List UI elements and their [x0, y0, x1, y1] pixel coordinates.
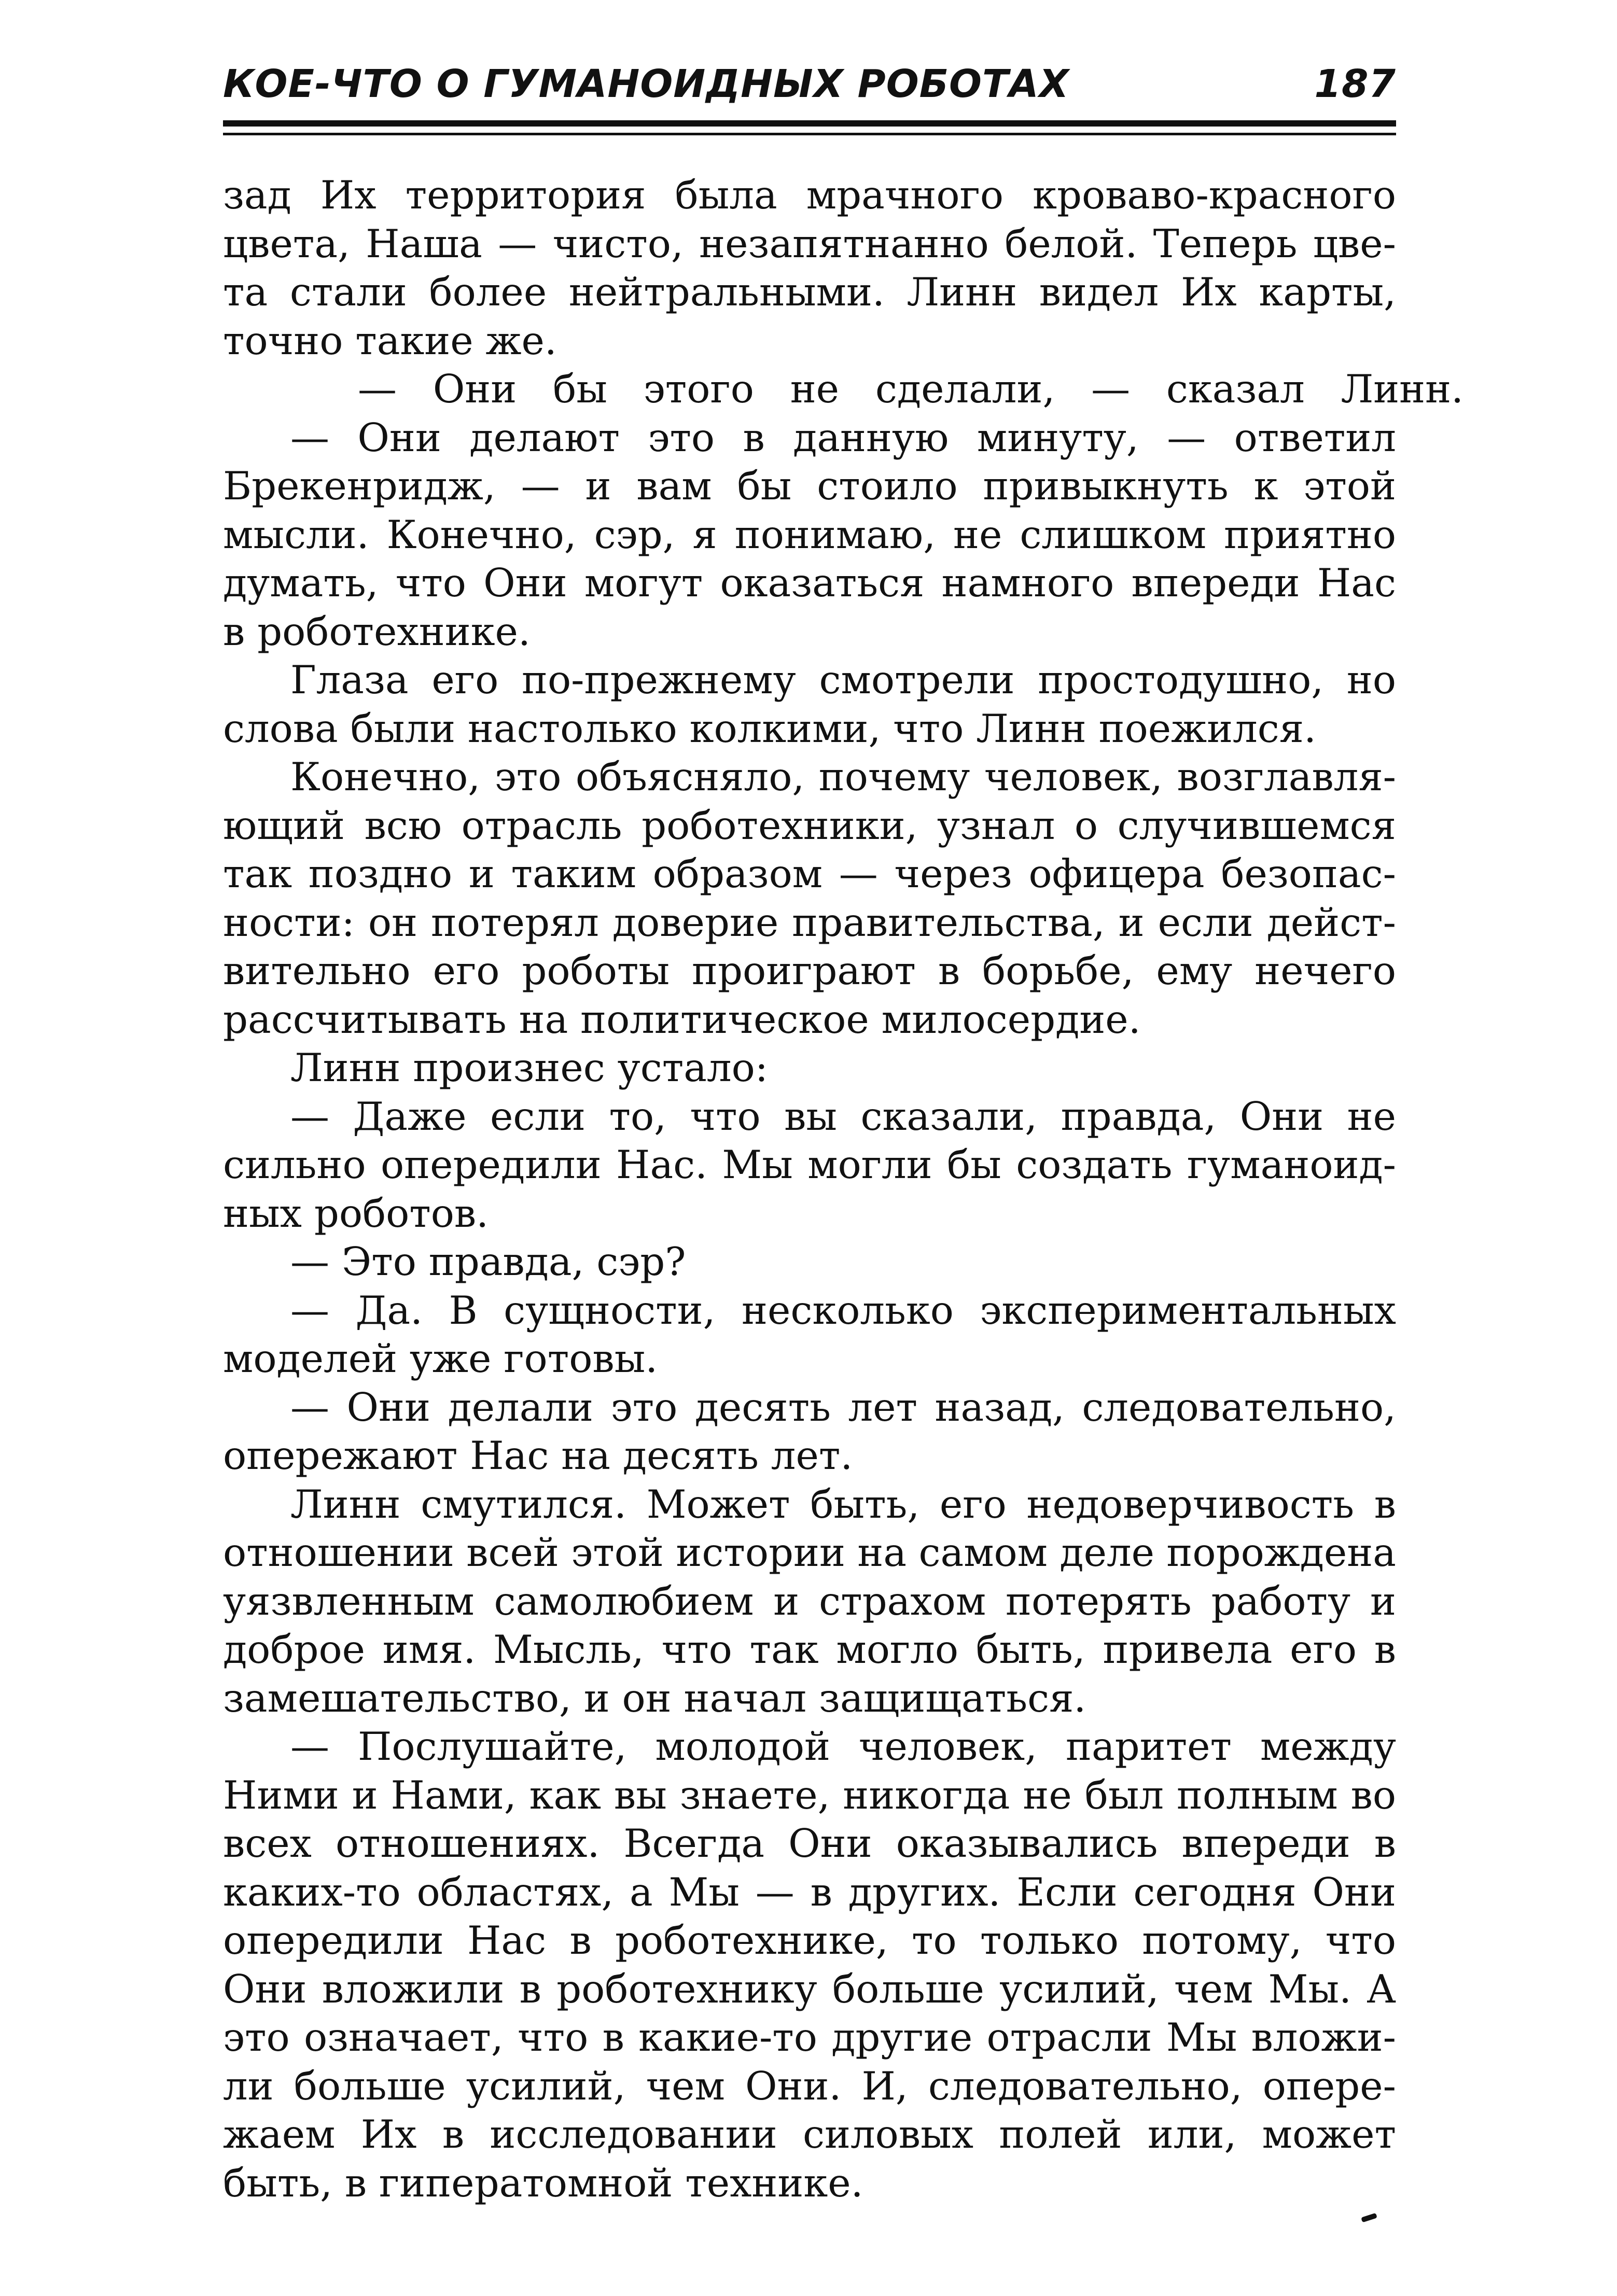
paragraph — [223, 1480, 1396, 1723]
text-line: доброе имя. Мысль, что так могло быть, привела его в — [223, 1627, 1396, 1672]
text-line: рассчитывать на политическое милосердие. — [223, 996, 1141, 1042]
running-head — [223, 49, 1396, 106]
text-line: Линн произнес устало: — [290, 1045, 769, 1090]
text-line: жаем Их в исследовании силовых полей или, может — [223, 2111, 1396, 2157]
paragraph — [223, 1093, 1396, 1238]
text-line: — Это правда, сэр? — [290, 1239, 686, 1284]
text-line: замешательство, и он начал защищаться. — [223, 1675, 1086, 1721]
text-line: мысли. Конечно, сэр, я понимаю, не слишком приятно — [223, 511, 1396, 557]
paragraph — [223, 1238, 1396, 1286]
paragraph — [223, 1383, 1396, 1480]
text-line: отношении всей этой истории на самом деле порождена — [223, 1530, 1396, 1575]
text-line: Брекенридж, — и вам бы стоило привыкнуть к этой — [223, 463, 1396, 509]
text-line: зад Их территория была мрачного кроваво-красного — [223, 172, 1396, 218]
text-line: Линн смутился. Может быть, его недоверчивость в — [290, 1481, 1396, 1527]
text-line: слова были настолько колкими, что Линн поежился. — [223, 705, 1316, 751]
paragraph — [223, 1044, 1396, 1093]
paragraph — [223, 1286, 1396, 1383]
text-line: — Послушайте, молодой человек, паритет между — [290, 1724, 1396, 1769]
body-text — [223, 171, 1463, 2207]
ink-mark — [1361, 2213, 1377, 2223]
text-line: ных роботов. — [223, 1190, 489, 1236]
text-line: — Они делали это десять лет назад, следовательно, — [290, 1384, 1396, 1430]
text-line: сильно опередили Нас. Мы могли бы создать гуманоид- — [223, 1142, 1396, 1187]
text-line: каких-то областях, а Мы — в других. Если сегодня Они — [223, 1869, 1396, 1915]
header-rule-thin — [223, 133, 1396, 135]
paragraph — [223, 656, 1396, 753]
text-line: так поздно и таким образом — через офицера безопас- — [223, 851, 1396, 897]
text-line: в роботехнике. — [223, 608, 531, 654]
text-line: та стали более нейтральными. Линн видел Их карты, — [223, 269, 1396, 315]
text-line: цвета, Наша — чисто, незапятнанно белой. Теперь цве- — [223, 220, 1396, 267]
page-number: 187 — [1314, 62, 1396, 106]
text-line: вительно его роботы проиграют в борьбе, ему нечего — [223, 948, 1396, 993]
text-line: быть, в гиператомной технике. — [223, 2160, 863, 2206]
paragraph — [223, 753, 1396, 1044]
text-line: — Они делают это в данную минуту, — ответил — [290, 414, 1396, 460]
text-line: это означает, что в какие-то другие отрасли Мы вложи- — [223, 2014, 1396, 2060]
text-line: Конечно, это объясняло, почему человек, возглавля- — [290, 754, 1396, 800]
text-line: опережают Нас на десять лет. — [223, 1433, 853, 1478]
chapter-title: КОЕ-ЧТО О ГУМАНОИДНЫХ РОБОТАХ — [223, 62, 1069, 106]
text-line: точно такие же. — [223, 317, 557, 363]
paragraph — [223, 1723, 1396, 2207]
paragraph — [223, 171, 1396, 365]
header-rule-thick — [223, 120, 1396, 127]
text-line: Они вложили в роботехнику больше усилий, чем Мы. А — [223, 1966, 1396, 2012]
text-line: моделей уже готовы. — [223, 1336, 658, 1381]
text-line: — Даже если то, что вы сказали, правда, Они не — [290, 1093, 1396, 1139]
text-line: всех отношениях. Всегда Они оказывались впереди в — [223, 1821, 1396, 1866]
text-line: опередили Нас в роботехнике, то только потому, что — [223, 1917, 1396, 1963]
paragraph — [223, 365, 1463, 414]
text-line: ли больше усилий, чем Они. И, следовательно, опере- — [223, 2063, 1396, 2109]
text-line: думать, что Они могут оказаться намного впереди Нас — [223, 560, 1396, 606]
text-line: — Да. В сущности, несколько экспериментальных — [290, 1287, 1396, 1333]
paragraph — [223, 414, 1396, 656]
text-line: Ними и Нами, как вы знаете, никогда не был полным во — [223, 1772, 1396, 1818]
text-line: — Они бы этого не сделали, — сказал Линн. — [358, 366, 1463, 412]
text-line: Глаза его по-прежнему смотрели простодушно, но — [290, 657, 1396, 703]
text-line: ющий всю отрасль роботехники, узнал о случившемся — [223, 802, 1396, 848]
text-line: уязвленным самолюбием и страхом потерять работу и — [223, 1578, 1396, 1624]
text-line: ности: он потерял доверие правительства, и если дейст- — [223, 899, 1396, 945]
